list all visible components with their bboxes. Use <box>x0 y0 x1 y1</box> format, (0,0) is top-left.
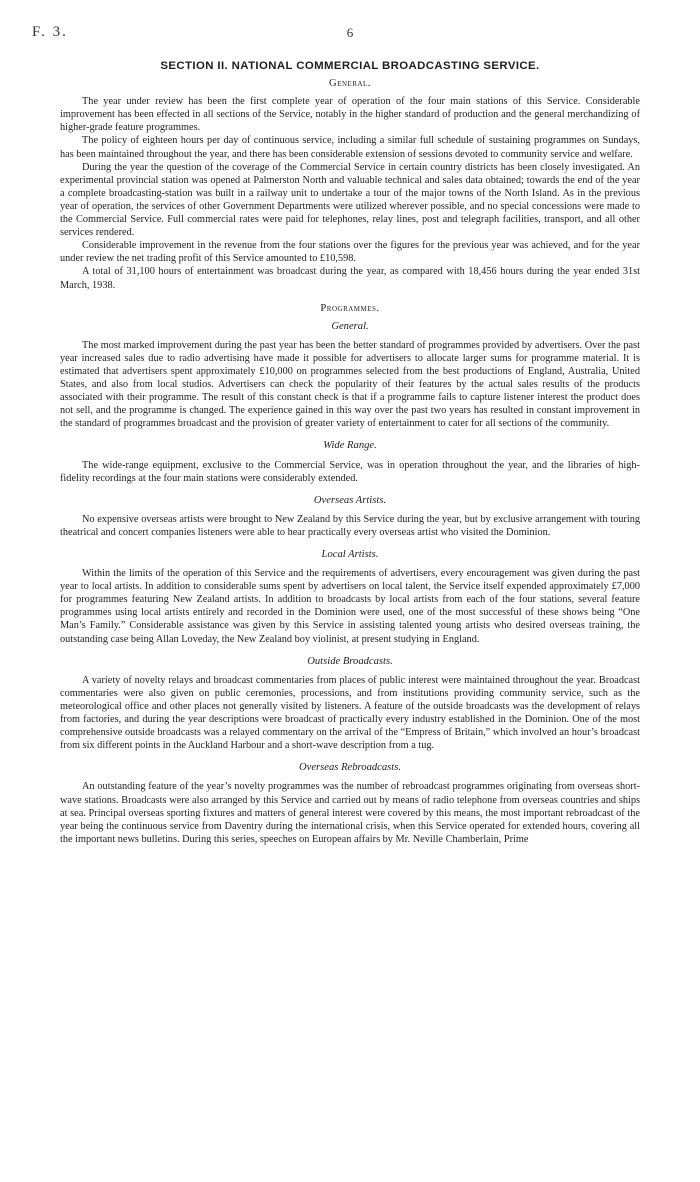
programmes-general-heading: General. <box>331 320 369 332</box>
parliamentary-paper-reference: F. 3. <box>32 24 68 40</box>
overseas-rebroadcasts-heading: Overseas Rebroadcasts. <box>299 762 401 774</box>
general-heading: General. <box>329 78 371 90</box>
local-artists-heading: Local Artists. <box>321 549 379 560</box>
wide-range-heading: Wide Range. <box>323 440 377 452</box>
section-title: SECTION II. NATIONAL COMMERCIAL BROADCASTING SERVICE. <box>160 60 540 72</box>
outside-broadcasts-paragraph: A variety of novelty relays and broadcast commentaries from places of public interest were maintained throughout the year. Broadcast commentaries were also given on public ceremonies, processions, and from institutions providing community service, such as the meteorological office and other places not generally visited by listeners. A feature of the outside broadcasts was the development of relays from factories, and during the year descriptions were broadcast of practically every industry established in the Dominion. One of the most comprehensive outside broadcasts was a relayed commentary on the arrival of the “Empress of Britain,” which involved an hour’s broadcast from six different points in the Auckland Harbour and a short-wave description from a tug. <box>60 674 640 752</box>
general-paragraph-4: Considerable improvement in the revenue from the four stations over the figures for the previous year was achieved, and for the year under review the net trading profit of this Service amounted to £10,598. <box>60 240 640 265</box>
overseas-artists-paragraph: No expensive overseas artists were brought to New Zealand by this Service during the year, but by exclusive arrangement with touring theatrical and concert companies listeners were able to hear practically every overseas artist who visited the Dominion. <box>60 513 640 538</box>
overseas-artists-heading: Overseas Artists. <box>313 494 387 506</box>
local-artists-paragraph: Within the limits of the operation of this Service and the requirements of advertisers, every encouragement was given during the past year to local artists. In addition to considerable sums spent by advertisers on local talent, the Service itself expended approximately £7,000 for programmes featuring New Zealand artists. In addition to broadcasts by local artists from each of the four stations, several feature programmes using local artists entirely and recorded in the Dominion were used, one of the most successful of these shows being “One Man’s Family.” Considerable assistance was given by this Service in assisting talented young artists who desired overseas training, the outstanding case being Allan Loveday, the New Zealand boy violinist, at present studying in England. <box>60 568 640 645</box>
general-paragraph-1: The year under review has been the first complete year of operation of the four main stations of this Service. Considerable improvement has been effected in all sections of the Service, notably in the higher standard of production and the general merchandizing of higher-grade feature programmes. <box>60 96 640 134</box>
programmes-general-paragraph: The most marked improvement during the past year has been the better standard of programmes provided by advertisers. Over the past year increased sales due to radio advertising have made it possible for advertisers to allocate larger sums for programme material. It is estimated that advertisers spent approximately £10,000 on programmes selected from the best productions of England, Australia, United States, and also from local studios. Advertisers can check the popularity of their features by the actual sales results of the products associated with their programme. The result of this constant check is that if a programme fails to capture listener interest the product does not sell, and the programme is changed. The experience gained in this way over the past two years has resulted in constant improvement in the standard of programmes broadcast and the provision of greater variety of entertainment to cater for all sections of the community. <box>60 339 640 430</box>
general-paragraph-2: The policy of eighteen hours per day of continuous service, including a similar full schedule of sustaining programmes on Sundays, has been maintained throughout the year, and there has been considerable extension of sessions devoted to community service and welfare. <box>60 135 640 160</box>
overseas-rebroadcasts-paragraph: An outstanding feature of the year’s novelty programmes was the number of rebroadcast programmes originating from overseas short-wave stations. Broadcasts were also arranged by this Service and carried out by means of radio telephone from overseas countries and ships at sea. Principal overseas sporting fixtures and matters of general interest were covered by this means, the most important rebroadcast of the year being the continuous service from Daventry during the international crisis, when this Service operated for extended hours, covering all the important news bulletins. During this series, speeches on European affairs by Mr. Neville Chamberlain, Prime <box>60 781 640 845</box>
running-head <box>32 24 640 60</box>
wide-range-paragraph: The wide-range equipment, exclusive to the Commercial Service, was in operation throughout the year, and the libraries of high-fidelity recordings at the four main stations were considerably extended. <box>60 459 640 484</box>
outside-broadcasts-heading: Outside Broadcasts. <box>307 655 393 667</box>
programmes-heading: Programmes. <box>320 302 380 314</box>
general-paragraph-5: A total of 31,100 hours of entertainment was broadcast during the year, as compared with 18,456 hours during the year ended 31st March, 1938. <box>60 266 640 291</box>
page-number: 6 <box>346 25 354 40</box>
general-paragraph-3: During the year the question of the coverage of the Commercial Service in certain country districts has been closely investigated. An experimental provincial station was opened at Palmerston North and valuable technical and sales data obtained; towards the end of the year a complete broadcasting-station was built in a railway unit to undertake a tour of the major towns of the North Island. As in the previous year of operation, the services of other Government Departments were utilized wherever possible, and no special concessions were made to the Commercial Service. Full commercial rates were paid for telephones, relay lines, post and telegraph facilities, transport, and all other services rendered. <box>60 161 640 239</box>
